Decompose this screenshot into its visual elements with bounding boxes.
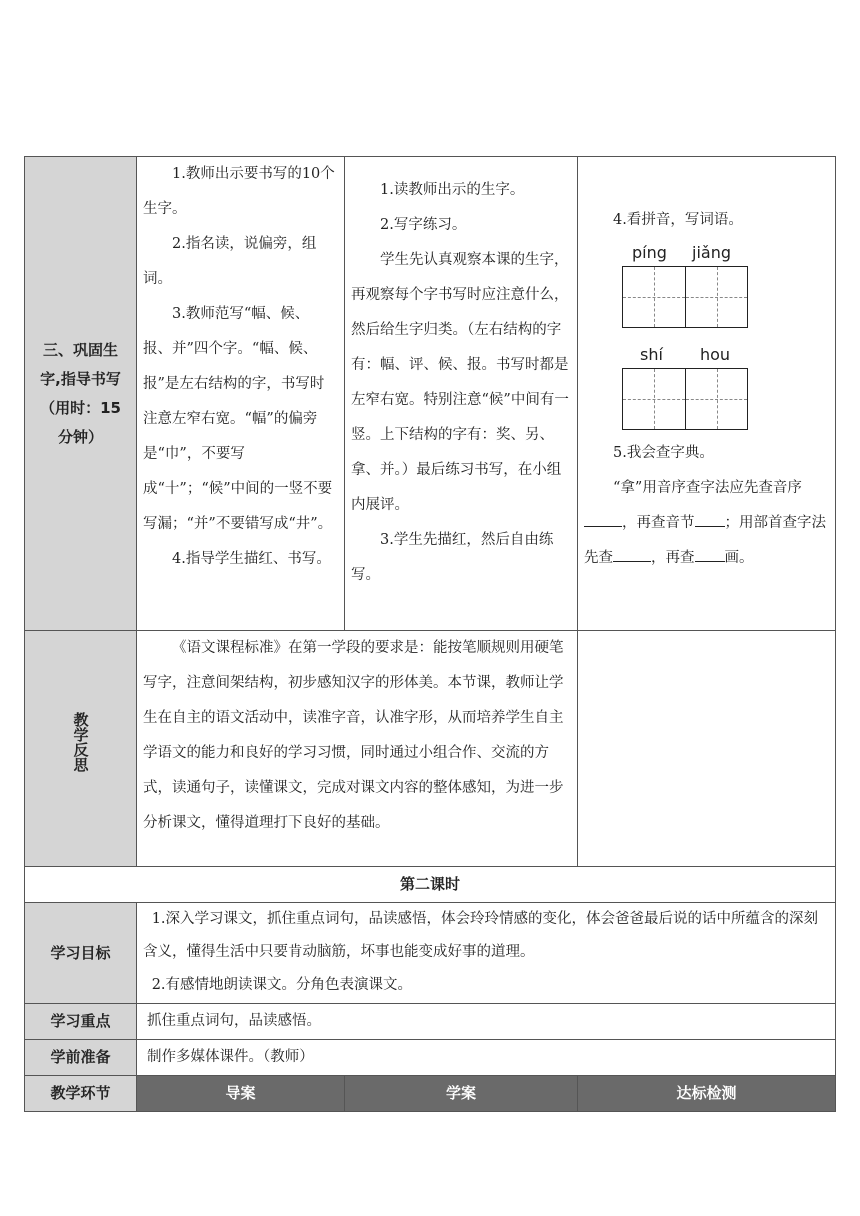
lesson2-title-row	[25, 867, 836, 903]
pinyin-label: píng	[632, 243, 667, 262]
tianzige-box[interactable]	[685, 369, 747, 429]
tianzige-box[interactable]	[623, 267, 685, 327]
tianzige-group-2	[584, 344, 829, 430]
guide-step: 4.指导学生描红、书写。	[172, 551, 331, 567]
guide-step: 1.教师出示要书写的10个生字。	[143, 166, 335, 217]
answer-blank[interactable]	[695, 547, 725, 562]
stage-label: 教学环节	[25, 1076, 137, 1112]
col-study-header: 学案	[345, 1076, 578, 1112]
goals-row	[25, 903, 836, 1004]
question-text: 画。	[724, 550, 754, 566]
prep-text: 制作多媒体课件。（教师）	[137, 1040, 836, 1076]
question-text: “拿”用音序查字法应先查音序	[613, 480, 802, 496]
reflection-text: 《语文课程标准》在第一学段的要求是：能按笔顺规则用硬笔写字，注意间架结构，初步感知汉字的形体美。本节课，教师让学生在自主的语文活动中，读准字音，认准字形，从而培养学生自主学语文的能力和良好的学习习惯，同时通过小组合作、交流的方式，读通句子，读懂课文，完成对课文内容的整体感知，为进一步分析课文，懂得道理打下良好的基础。	[143, 640, 564, 831]
focus-text: 抓住重点词句，品读感悟。	[137, 1004, 836, 1040]
reflection-row	[25, 631, 836, 867]
section3-label-line: 字,指导书写	[40, 369, 121, 388]
section3-study	[345, 157, 578, 631]
pinyin-label: shí	[640, 345, 663, 364]
tianzige-grid[interactable]	[622, 266, 748, 328]
section3-label-line: （用时：15	[40, 398, 121, 417]
section3-label-line: 三、巩固生	[42, 340, 118, 359]
check-item-5: 5.我会查字典。	[613, 445, 714, 461]
section3-row	[25, 157, 836, 631]
tianzige-group-1	[584, 242, 829, 328]
reflection-label	[25, 631, 137, 867]
tianzige-grid[interactable]	[622, 368, 748, 430]
goal-item: 2.有感情地朗读课文。分角色表演课文。	[151, 977, 413, 993]
guide-step: 3.教师范写“幅、候、报、并”四个字。“幅、候、报”是左右结构的字，书写时注意左窄右宽。“幅”的偏旁是“巾”，不要写成“十”；“候”中间的一竖不要写漏；“并”不要错写成“井”。	[143, 306, 333, 532]
pinyin-label: hou	[700, 345, 731, 364]
section3-label	[25, 157, 137, 631]
prep-label: 学前准备	[25, 1040, 137, 1076]
check-item-4: 4.看拼音，写词语。	[613, 212, 743, 228]
study-step: 2.写字练习。	[380, 217, 467, 233]
study-step: 1.读教师出示的生字。	[380, 182, 525, 198]
prep-row	[25, 1040, 836, 1076]
section3-guide	[137, 157, 345, 631]
col-guide-header: 导案	[137, 1076, 345, 1112]
goals-cell	[137, 903, 836, 1004]
question-text: ，再查音节	[622, 515, 695, 531]
reflection-label-text: 教学反思	[71, 712, 90, 772]
col-check-header: 达标检测	[578, 1076, 836, 1112]
question-text: ；用部首查字法先查	[584, 515, 826, 566]
section3-label-line: 分钟）	[57, 427, 103, 446]
dictionary-question	[584, 471, 829, 576]
lesson-plan-table	[24, 156, 836, 1112]
lesson2-title: 第二课时	[25, 867, 836, 903]
lesson-plan-page	[24, 156, 835, 1112]
goal-item: 1.深入学习课文，抓住重点词句，品读感悟，体会玲玲情感的变化，体会爸爸最后说的话中所蕴含的深刻含义，懂得生活中只要肯动脑筋，坏事也能变成好事的道理。	[143, 911, 819, 960]
section3-check	[578, 157, 836, 631]
answer-blank[interactable]	[695, 512, 725, 527]
study-step: 学生先认真观察本课的生字，再观察每个字书写时应注意什么，然后给生字归类。（左右结构的字有：幅、评、候、报。书写时都是左窄右宽。特别注意“候”中间有一竖。上下结构的字有：奖、另、拿、并。）最后练习书写，在小组内展评。	[351, 252, 569, 513]
stage-header-row	[25, 1076, 836, 1112]
goals-label: 学习目标	[25, 903, 137, 1004]
focus-row	[25, 1004, 836, 1040]
answer-blank[interactable]	[613, 547, 651, 562]
answer-blank[interactable]	[584, 512, 622, 527]
pinyin-label: jiǎng	[692, 243, 731, 262]
guide-step: 2.指名读，说偏旁，组词。	[143, 236, 317, 287]
study-step: 3.学生先描红，然后自由练写。	[351, 532, 554, 583]
reflection-empty-cell	[578, 631, 836, 867]
focus-label: 学习重点	[25, 1004, 137, 1040]
reflection-text-cell	[137, 631, 578, 867]
tianzige-box[interactable]	[685, 267, 747, 327]
tianzige-box[interactable]	[623, 369, 685, 429]
question-text: ，再查	[651, 550, 695, 566]
